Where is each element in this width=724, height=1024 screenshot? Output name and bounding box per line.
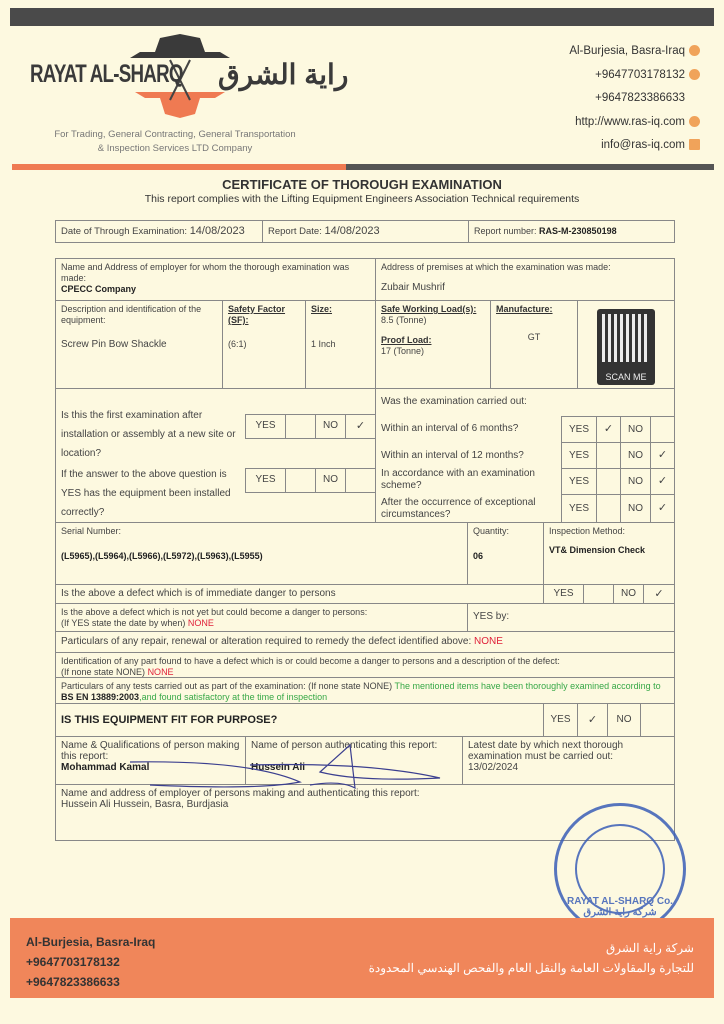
exceptional-no[interactable]: NO bbox=[620, 494, 651, 523]
size-value: 1 Inch bbox=[311, 339, 336, 349]
qr-code[interactable] bbox=[597, 309, 655, 385]
6m-no[interactable]: NO bbox=[620, 416, 651, 443]
tagline-line: For Trading, General Contracting, General Transportation bbox=[54, 129, 296, 140]
scheme-no-check[interactable]: ✓ bbox=[650, 468, 675, 495]
label: Identification of any part found to have a defect which is or could become a danger to persons and a description of the defect: bbox=[61, 656, 560, 666]
exceptional-yes-check[interactable] bbox=[596, 494, 621, 523]
report-date-cell bbox=[262, 220, 469, 243]
question-12-months: Within an interval of 12 months? bbox=[381, 450, 524, 461]
label: (If none state NONE) bbox=[61, 667, 146, 677]
stamp-text: RAYAT AL-SHARQ Co. شركة راية الشرق bbox=[567, 896, 673, 918]
fit-yes[interactable]: YES bbox=[543, 703, 578, 737]
next-exam-cell bbox=[462, 736, 675, 785]
footer-ar-line: شركة راية الشرق bbox=[605, 941, 694, 955]
future-danger-cell bbox=[55, 603, 468, 632]
report-number-cell bbox=[468, 220, 675, 243]
header-rule-dark bbox=[346, 164, 714, 170]
address-text: Al-Burjesia, Basra-Iraq bbox=[569, 45, 685, 57]
footer-address: Al-Burjesia, Basra-Iraq bbox=[26, 935, 156, 949]
serial-cell bbox=[55, 522, 468, 585]
tagline-line: & Inspection Services LTD Company bbox=[97, 143, 253, 154]
manufacture-value: GT bbox=[527, 332, 541, 342]
fit-for-purpose-question: IS THIS EQUIPMENT FIT FOR PURPOSE? bbox=[55, 703, 544, 737]
tests-standard: BS EN 13889:2003 bbox=[61, 692, 140, 702]
6m-yes[interactable]: YES bbox=[561, 416, 597, 443]
footer-phone: +9647823386633 bbox=[26, 975, 120, 989]
globe-icon bbox=[689, 116, 700, 127]
repair-value: NONE bbox=[474, 636, 503, 647]
quantity-cell bbox=[467, 522, 544, 585]
authenticator-cell bbox=[245, 736, 463, 785]
employer-of-persons-value: Hussein Ali Hussein, Basra, Burdjasia bbox=[61, 799, 229, 810]
first-exam-no-check[interactable]: ✓ bbox=[345, 414, 376, 439]
label: Size: bbox=[311, 304, 333, 314]
swl-value: 8.5 (Tonne) bbox=[381, 315, 427, 325]
installed-no[interactable]: NO bbox=[315, 468, 346, 493]
email-link[interactable]: info@ras-iq.com bbox=[601, 139, 685, 151]
first-exam-yes[interactable]: YES bbox=[245, 414, 286, 439]
installed-yes[interactable]: YES bbox=[245, 468, 286, 493]
quantity-value: 06 bbox=[473, 551, 484, 561]
question-scheme: In accordance with an examination scheme? bbox=[381, 468, 535, 491]
identification-value: NONE bbox=[147, 667, 174, 677]
label: Serial Number: bbox=[61, 526, 122, 536]
report-number: RAS-M-230850198 bbox=[539, 226, 617, 236]
company-tagline bbox=[30, 128, 320, 156]
description-cell bbox=[55, 300, 223, 389]
immediate-no[interactable]: NO bbox=[613, 584, 644, 604]
12m-no[interactable]: NO bbox=[620, 442, 651, 469]
question-installed-correctly: If the answer to the above question is YES has the equipment been installed correctly? bbox=[61, 469, 231, 518]
immediate-yes[interactable]: YES bbox=[543, 584, 584, 604]
label: Name and address of employer of persons making and authenticating this report: bbox=[61, 788, 420, 799]
authenticator-name: Hussein Ali bbox=[251, 762, 306, 773]
6m-no-check[interactable] bbox=[650, 416, 675, 443]
load-cell bbox=[375, 300, 491, 389]
immediate-danger-question: Is the above a defect which is of immediate danger to persons bbox=[55, 584, 544, 604]
tests-value: ,and found satisfactory at the time of inspection bbox=[139, 692, 328, 702]
question-exceptional: After the occurrence of exceptional circumstances? bbox=[381, 497, 536, 520]
label: Latest date by which next thorough examination must be carried out: bbox=[468, 740, 624, 762]
footer-phone: +9647703178132 bbox=[26, 955, 120, 969]
label: (If YES state the date by when) bbox=[61, 618, 186, 628]
immediate-no-check[interactable]: ✓ bbox=[643, 584, 675, 604]
label: Name and Address of employer for whom the thorough examination was made: bbox=[61, 262, 350, 283]
logo-text-en: RAYAT AL-SHARQ bbox=[30, 60, 183, 88]
footer-ar-line: للتجارة والمقاولات العامة والنقل العام والفحص الهندسي المحدودة bbox=[368, 961, 694, 975]
6m-yes-check[interactable]: ✓ bbox=[596, 416, 621, 443]
proof-value: 17 (Tonne) bbox=[381, 346, 425, 356]
location-pin-icon bbox=[689, 45, 700, 56]
contact-phone2 bbox=[569, 87, 700, 111]
document-title: CERTIFICATE OF THOROUGH EXAMINATION bbox=[222, 177, 502, 192]
scheme-yes[interactable]: YES bbox=[561, 468, 597, 495]
scheme-no[interactable]: NO bbox=[620, 468, 651, 495]
header-rule-orange bbox=[12, 164, 346, 170]
fit-no[interactable]: NO bbox=[607, 703, 641, 737]
contact-info bbox=[569, 40, 700, 158]
fit-yes-check[interactable]: ✓ bbox=[577, 703, 608, 737]
repair-cell bbox=[55, 631, 675, 653]
contact-address bbox=[569, 40, 700, 64]
first-exam-no[interactable]: NO bbox=[315, 414, 346, 439]
safety-factor-cell bbox=[222, 300, 306, 389]
label: Particulars of any tests carried out as part of the examination: (If none state NONE) bbox=[61, 681, 393, 691]
label: Is the above a defect which is not yet but could become a danger to persons: bbox=[61, 607, 368, 617]
label: Date of Through Examination: bbox=[61, 226, 188, 237]
exceptional-no-check[interactable]: ✓ bbox=[650, 494, 675, 523]
exceptional-yes[interactable]: YES bbox=[561, 494, 597, 523]
scheme-yes-check[interactable] bbox=[596, 468, 621, 495]
label: Name & Qualifications of person making this report: bbox=[61, 740, 240, 762]
serial-value: (L5965),(L5964),(L5966),(L5972),(L5963),(L5955) bbox=[61, 551, 263, 561]
identification-cell bbox=[55, 652, 675, 678]
maker-name: Mohammad Kamal bbox=[61, 762, 150, 773]
yes-by-cell: YES by: bbox=[467, 603, 675, 632]
employer-name: CPECC Company bbox=[61, 284, 137, 294]
tests-value: The mentioned items have been thoroughly examined according to bbox=[394, 681, 661, 691]
label: Report Date: bbox=[268, 226, 322, 237]
mail-icon bbox=[689, 139, 700, 150]
manufacture-cell bbox=[490, 300, 578, 389]
label: Safe Working Load(s): bbox=[381, 304, 477, 314]
label: Report number: bbox=[474, 226, 537, 236]
report-date: 14/08/2023 bbox=[324, 225, 380, 237]
label: Name of person authenticating this report: bbox=[251, 740, 438, 751]
footer-arabic bbox=[369, 938, 694, 978]
label: Proof Load: bbox=[381, 335, 432, 345]
premises-value: Zubair Mushrif bbox=[381, 282, 445, 293]
size-cell bbox=[305, 300, 376, 389]
scan-me-label: SCAN ME bbox=[605, 372, 647, 382]
label: Description and identification of the equipment: bbox=[61, 304, 202, 325]
future-danger-value: NONE bbox=[187, 618, 214, 628]
exam-carried-label: Was the examination carried out: bbox=[381, 396, 527, 407]
12m-no-check[interactable]: ✓ bbox=[650, 442, 675, 469]
header-top-bar bbox=[10, 8, 714, 26]
tests-cell bbox=[55, 677, 675, 704]
method-cell bbox=[543, 522, 675, 585]
phone-text: +9647703178132 bbox=[595, 68, 685, 81]
method-value: VT& Dimension Check bbox=[549, 545, 646, 555]
qr-code-icon bbox=[602, 314, 650, 362]
description-value: Screw Pin Bow Shackle bbox=[61, 339, 167, 350]
contact-email[interactable] bbox=[569, 134, 700, 158]
company-stamp bbox=[554, 803, 686, 935]
label: Particulars of any repair, renewal or alteration required to remedy the defect identified above: bbox=[61, 636, 472, 647]
document-subtitle: This report complies with the Lifting Equipment Engineers Association Technical requirements bbox=[144, 193, 580, 205]
label: Quantity: bbox=[473, 526, 510, 536]
sf-value: (6:1) bbox=[228, 339, 247, 349]
contact-website[interactable] bbox=[569, 111, 700, 135]
installed-yes-check[interactable] bbox=[285, 468, 316, 493]
label: Address of premises at which the examination was made: bbox=[381, 262, 611, 272]
website-link[interactable]: http://www.ras-iq.com bbox=[575, 115, 685, 128]
first-exam-yes-check[interactable] bbox=[285, 414, 316, 439]
fit-no-check[interactable] bbox=[640, 703, 675, 737]
next-exam-date: 13/02/2024 bbox=[468, 762, 519, 773]
contact-phone1 bbox=[569, 64, 700, 88]
12m-yes-check[interactable] bbox=[596, 442, 621, 469]
question-6-months: Within an interval of 6 months? bbox=[381, 423, 519, 434]
employer-cell bbox=[55, 258, 376, 301]
premises-cell bbox=[375, 258, 675, 301]
phone-icon bbox=[689, 69, 700, 80]
label: Safety Factor (SF): bbox=[228, 304, 286, 325]
exam-date-cell bbox=[55, 220, 263, 243]
12m-yes[interactable]: YES bbox=[561, 442, 597, 469]
maker-cell bbox=[55, 736, 246, 785]
immediate-yes-check[interactable] bbox=[583, 584, 614, 604]
footer-contact bbox=[26, 932, 155, 992]
phone-text: +9647823386633 bbox=[595, 92, 685, 104]
question-first-exam: Is this the first examination after installation or assembly at a new site or location? bbox=[61, 410, 236, 459]
exam-date: 14/08/2023 bbox=[189, 225, 245, 237]
label: Manufacture: bbox=[496, 304, 553, 314]
installed-no-check[interactable] bbox=[345, 468, 376, 493]
logo-text-ar: راية الشرق bbox=[218, 59, 349, 90]
label: Inspection Method: bbox=[549, 526, 626, 536]
